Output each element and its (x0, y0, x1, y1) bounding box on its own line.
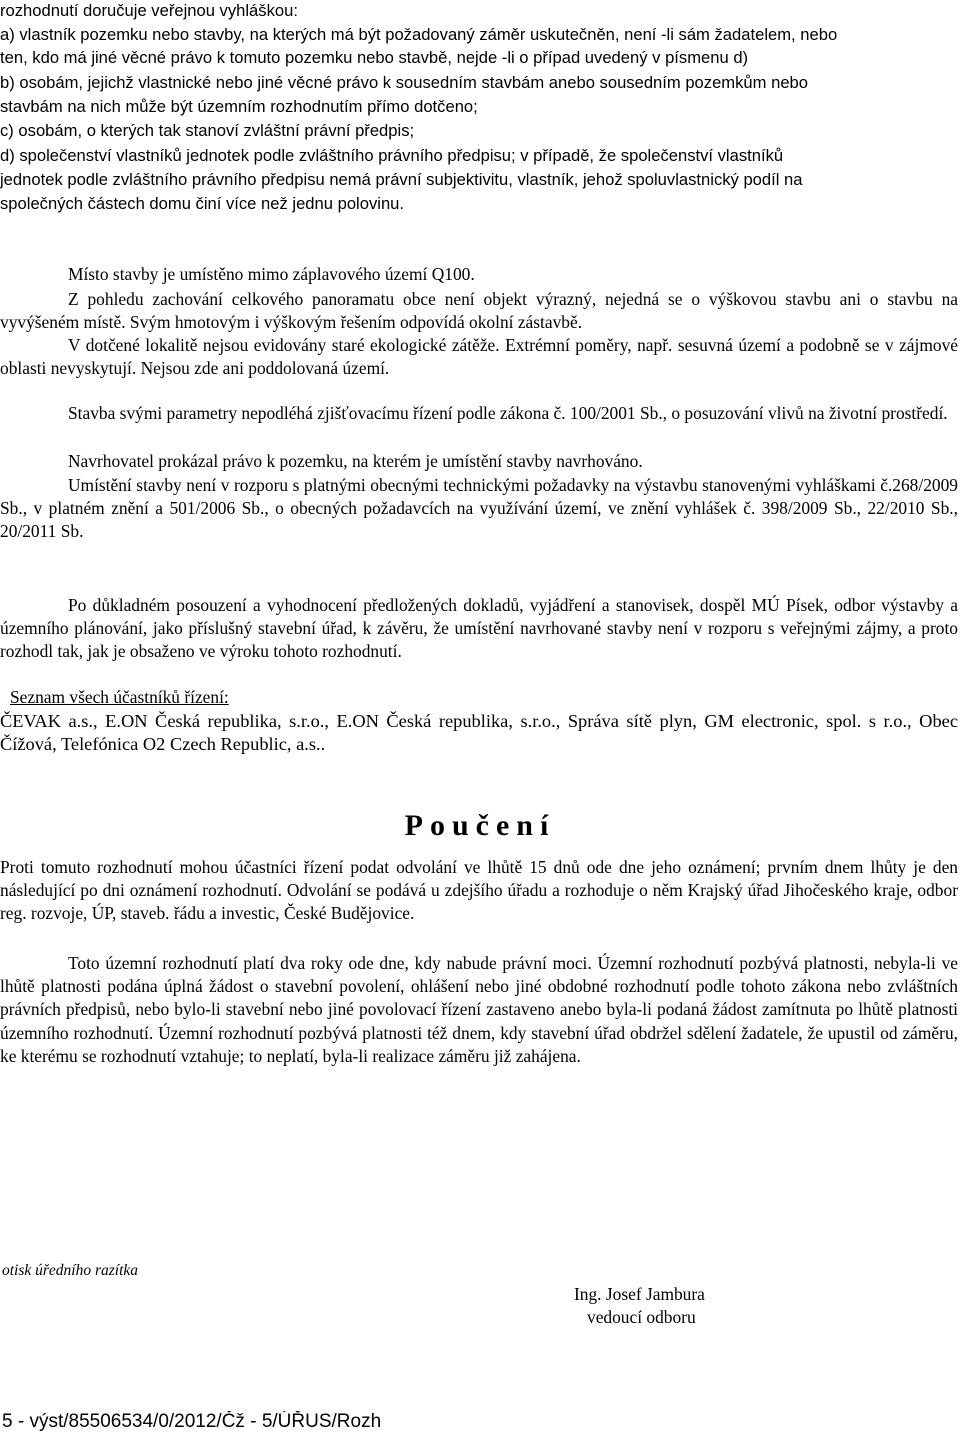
intro-line: stavbám na nich může být územním rozhodnutím přímo dotčeno; (0, 97, 478, 116)
paragraph-panorama: Z pohledu zachování celkového panoramatu obce není objekt výrazný, nejedná se o výškovou stavbu ani o stavbu na vyvýšeném místě. Svým hmotovým i výškovým řešením odpovídá okolní zástavbě. (0, 289, 958, 333)
intro-line: c) osobám, o kterých tak stanoví zvláštní právní předpis; (0, 121, 415, 140)
intro-line: společných částech domu činí více než jednu polovinu. (0, 194, 405, 213)
paragraph-validity: Toto územní rozhodnutí platí dva roky ode dne, kdy nabude právní moci. Územní rozhodnutí pozbývá platnosti, nebyla-li ve lhůtě platnosti podána úplná žádost o stavební povolení, ohlášení nebo jiné obdobné rozhodnutí podle tohoto zákona nebo zvláštních právních předpisů, nebo bylo-li stavební nebo jiné povolovací řízení zastaveno anebo byla-li podaná žádost zamítnuta po lhůtě platnosti územního rozhodnutí. Územní rozhodnutí pozbývá platnosti též dnem, kdy stavební úřad obdržel sdělení žadatele, že upustil od záměru, ke kterému se rozhodnutí vztahuje; to neplatí, byla-li realizace záměru již zahájena. (0, 953, 958, 1066)
paragraph-appeal: Proti tomuto rozhodnutí mohou účastníci řízení podat odvolání ve lhůtě 15 dnů ode dne jeho oznámení; prvním dnem lhůty je den následující po dni oznámení rozhodnutí. Odvolání se podává u zdejšího úřadu a rozhoduje o něm Krajský úřad Jihočeského kraje, odbor reg. rozvoje, ÚP, staveb. řádu a investic, České Budějovice. (0, 857, 958, 924)
stamp-note: otisk úředního razítka (2, 1262, 139, 1279)
intro-line: a) vlastník pozemku nebo stavby, na kterých má být požadovaný záměr uskutečněn, není -li sám žadatelem, nebo (0, 25, 838, 44)
intro-line: d) společenství vlastníků jednotek podle zvláštního právního předpisu; v případě, že společenství vlastníků (0, 146, 784, 165)
paragraph-land-right: Navrhovatel prokázal právo k pozemku, na kterém je umístění stavby navrhováno. (68, 451, 643, 471)
intro-line: jednotek podle zvláštního právního předpisu nemá právní subjektivitu, vlastník, jehož spoluvlastnický podíl na (0, 170, 803, 189)
signature-role: vedoucí odboru (587, 1307, 696, 1327)
paragraph-technical-requirements: Umístění stavby není v rozporu s platnými obecnými technickými požadavky na výstavbu stanovenými vyhláškami č.268/2009 Sb., v platném znění a 501/2006 Sb., o obecných požadavcích na využívání území, ve znění vyhlášek č. 398/2009 Sb., 22/2010 Sb., 20/2011 Sb. (0, 475, 958, 542)
paragraph-ecology: V dotčené lokalitě nejsou evidovány staré ekologické zátěže. Extrémní poměry, např. sesuvná území a podobně se v zájmové oblasti nevyskytují. Nejsou zde ani poddolovaná území. (0, 335, 958, 379)
paragraph-eia: Stavba svými parametry nepodléhá zjišťovacímu řízení podle zákona č. 100/2001 Sb., o posuzování vlivů na životní prostředí. (68, 403, 948, 423)
document-reference: 5 - výst/85506534/0/2012/Čž - 5/ÚŘUS/Rozh (2, 1411, 382, 1432)
participants-title: Seznam všech účastníků řízení: (10, 687, 229, 707)
paragraph-conclusion: Po důkladném posouzení a vyhodnocení předložených dokladů, vyjádření a stanovisek, dospěl MÚ Písek, odbor výstavby a územního plánování, jako příslušný stavební úřad, k závěru, že umístění navrhované stavby není v rozporu s veřejnými zájmy, a proto rozhodl tak, jak je obsaženo ve výroku tohoto rozhodnutí. (0, 595, 958, 662)
intro-line: b) osobám, jejichž vlastnické nebo jiné věcné právo k sousedním stavbám anebo sousedním pozemkům nebo (0, 73, 809, 92)
intro-line: ten, kdo má jiné věcné právo k tomuto pozemku nebo stavbě, nejde -li o případ uvedený v písmenu d) (0, 48, 749, 67)
instructions-heading: Poučení (404, 809, 556, 842)
paragraph-q100: Místo stavby je umístěno mimo záplavového území Q100. (68, 264, 475, 284)
participants-list: ČEVAK a.s., E.ON Česká republika, s.r.o., E.ON Česká republika, s.r.o., Správa sítě plyn, GM electronic, spol. s r.o., Obec Čížová, Telefónica O2 Czech Republic, a.s.. (0, 711, 958, 755)
intro-line: rozhodnutí doručuje veřejnou vyhláškou: (0, 1, 298, 20)
signature-name: Ing. Josef Jambura (574, 1284, 705, 1304)
